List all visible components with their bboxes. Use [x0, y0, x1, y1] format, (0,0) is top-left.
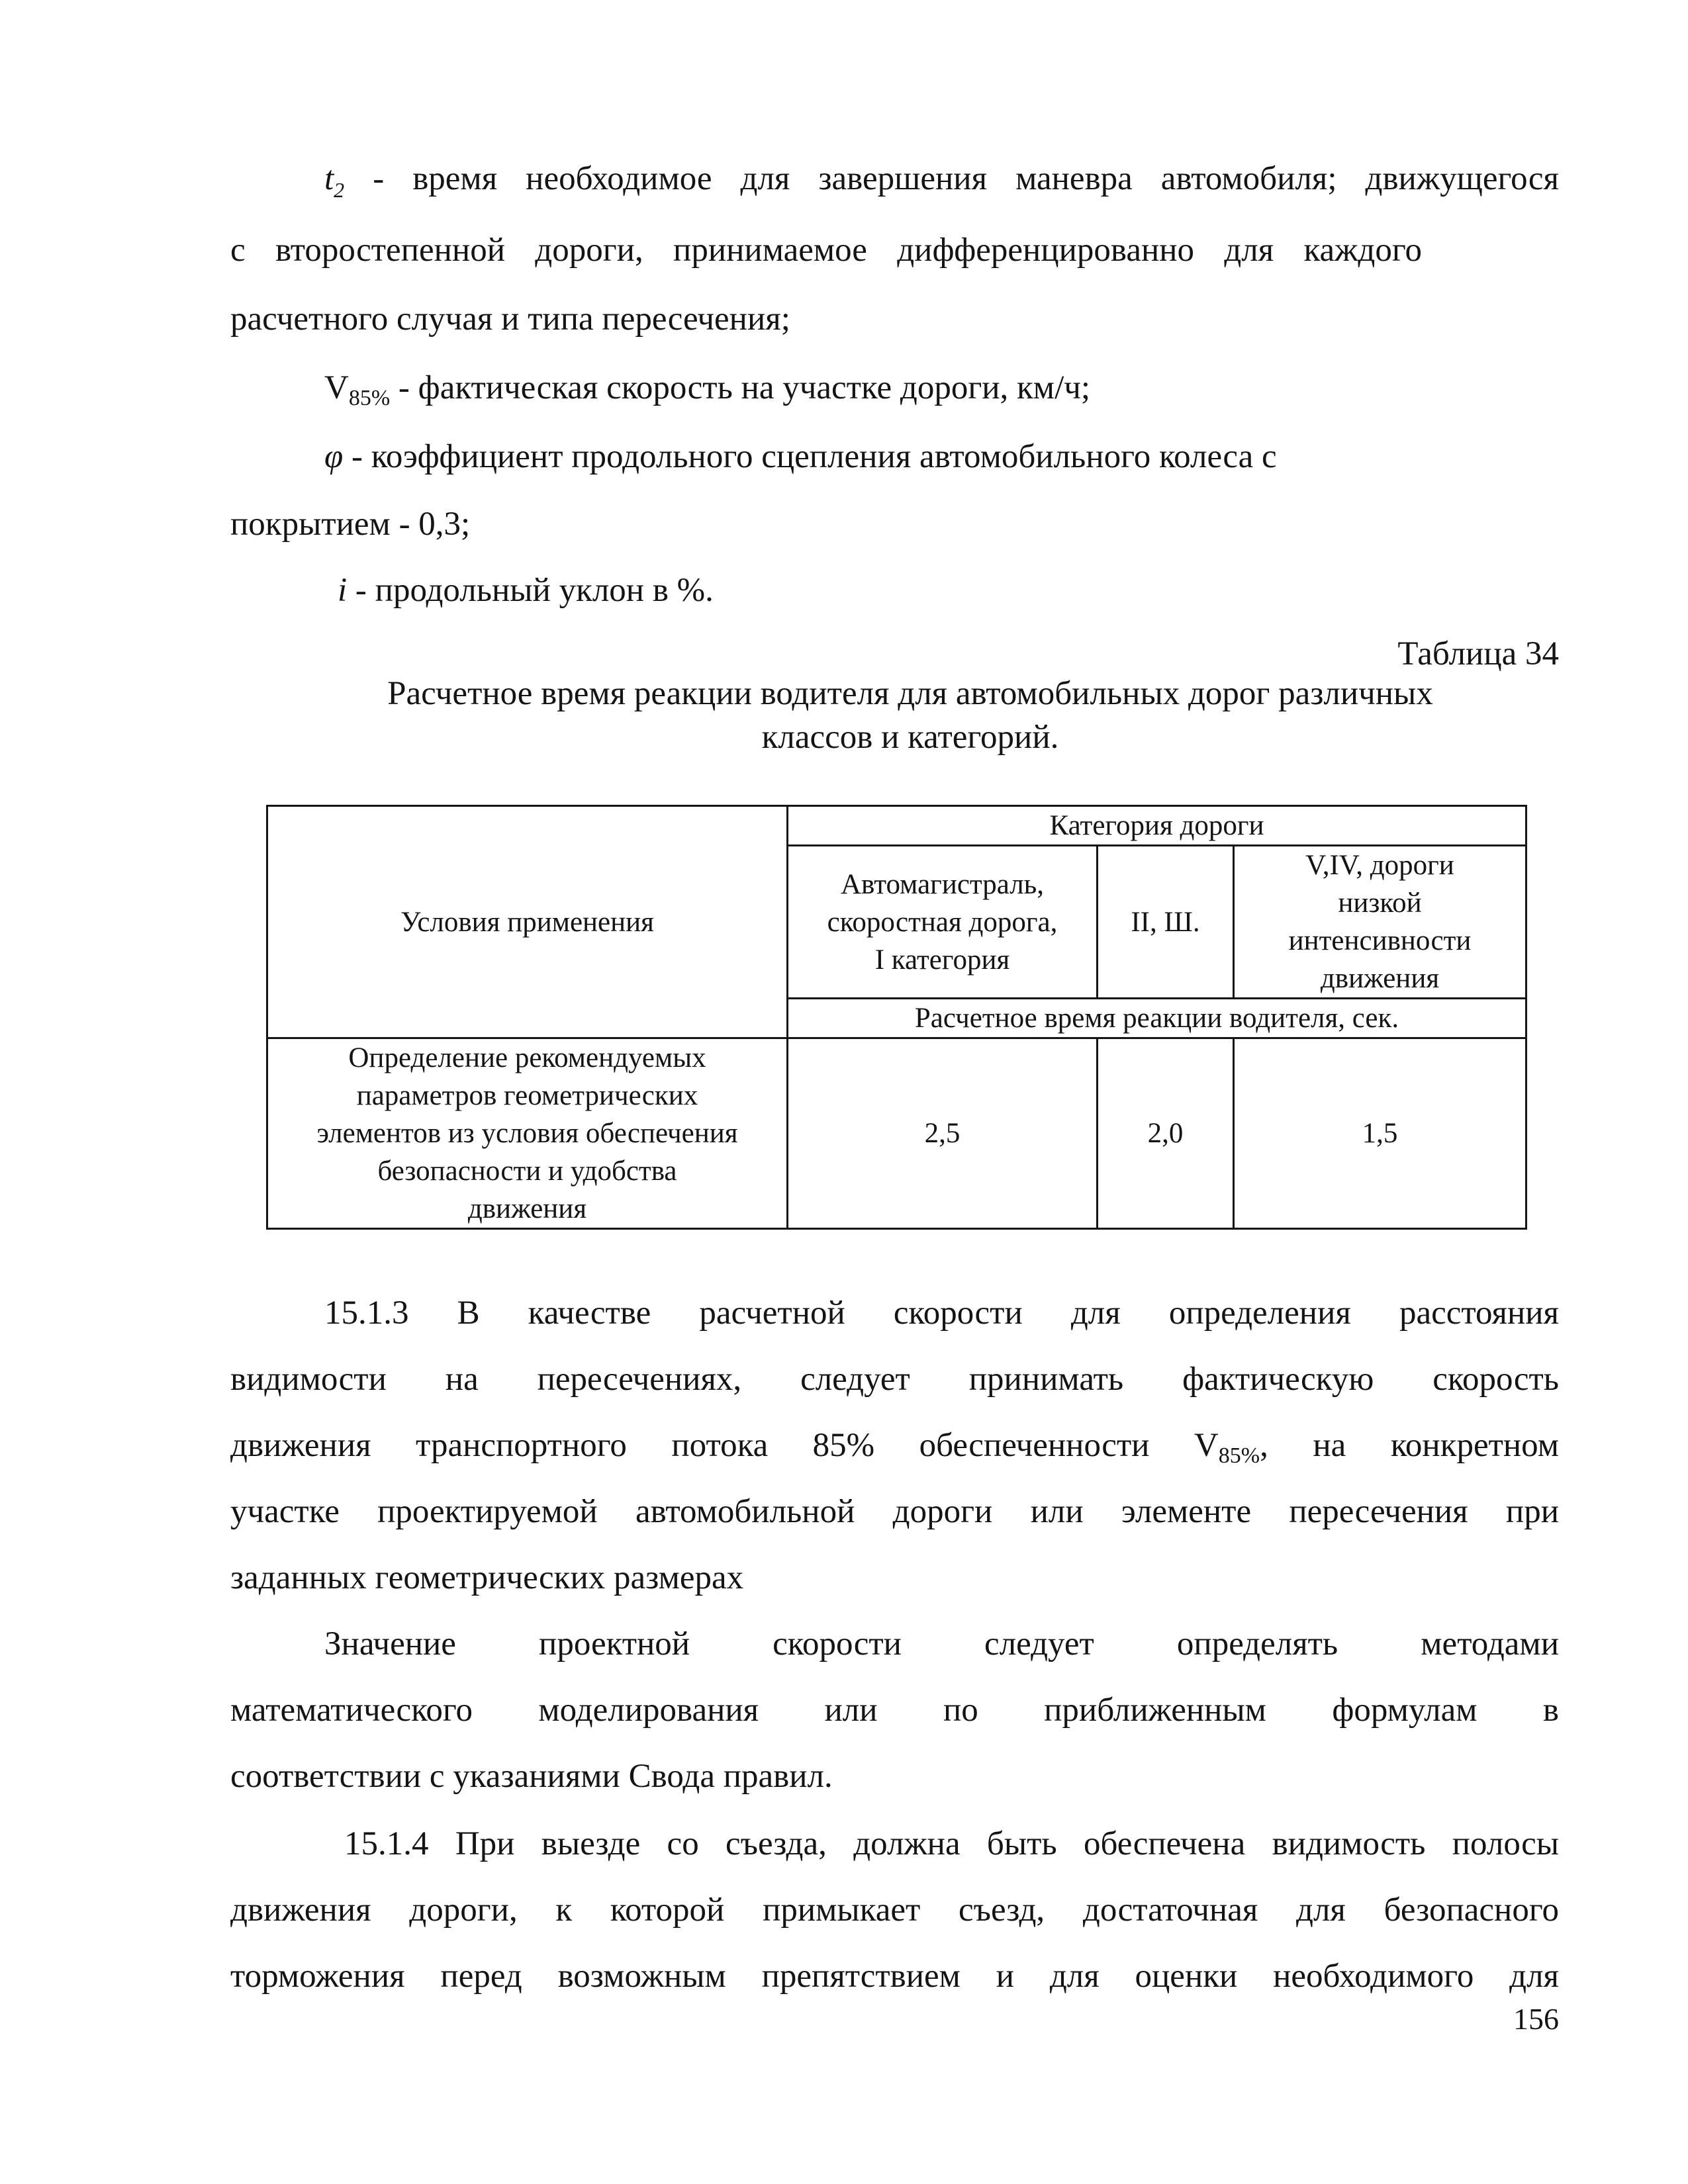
value-motorway: 2,5 [788, 1038, 1098, 1229]
section-1513-line5: заданных геометрических размерах [230, 1559, 744, 1596]
definition-phi-line1 [324, 437, 1277, 477]
value-ii-iii: 2,0 [1098, 1038, 1234, 1229]
page-number: 156 [1513, 2002, 1559, 2036]
v-symbol: V [324, 369, 349, 406]
section-1514-line2: движения дороги, к которой примыкает съезд, достаточная для безопасного [230, 1891, 1559, 1929]
header-conditions: Условия применения [267, 806, 788, 1038]
definition-v85 [324, 368, 1090, 418]
section-1513-line1: 15.1.3 В качестве расчетной скорости для определения расстояния [324, 1295, 1559, 1332]
section-1513-line4: участке проектируемой автомобильной дороги или элементе пересечения при [230, 1493, 1559, 1530]
condition-line4: безопасности и удобства [377, 1156, 677, 1187]
section-1513-line3 [230, 1426, 1559, 1476]
i-text: - продольный уклон в %. [347, 572, 714, 609]
condition-line3: элементов из условия обеспечения [316, 1118, 738, 1149]
reaction-time-table [266, 805, 1527, 1230]
definition-t2-line3: расчетного случая и типа пересечения; [230, 300, 790, 338]
v-subscript: 85% [348, 386, 391, 410]
header-col-motorway [788, 846, 1098, 999]
section-1513-line2: видимости на пересечениях, следует принимать фактическую скорость [230, 1361, 1559, 1398]
col1-line1: Автомагистраль, [840, 868, 1045, 900]
phi-text-line1: - коэффициент продольного сцепления автомобильного колеса с [343, 438, 1277, 475]
section-1513-line3-b: , на конкретном [1260, 1427, 1559, 1464]
paragraph-value-line2: математического моделирования или по приближенным формулам в [230, 1692, 1559, 1729]
t2-symbol: t [324, 160, 334, 197]
header-reaction-time: Расчетное время реакции водителя, сек. [788, 999, 1526, 1038]
col3-line4: движения [1320, 963, 1440, 994]
col3-line2: низкой [1338, 887, 1422, 919]
condition-line1: Определение рекомендуемых [348, 1042, 706, 1073]
col3-line3: интенсивности [1288, 925, 1472, 956]
col1-line3: I категория [874, 944, 1010, 976]
paragraph-value-line1: Значение проектной скорости следует определять методами [324, 1625, 1559, 1662]
phi-symbol: φ [324, 438, 344, 475]
col3-line1: V,IV, дороги [1305, 850, 1454, 881]
section-1513-line3-a: движения транспортного потока 85% обеспеченности V [230, 1427, 1219, 1464]
section-1514-line1: 15.1.4 При выезде со съезда, должна быть обеспечена видимость полосы [344, 1825, 1559, 1862]
definition-i [338, 570, 714, 610]
header-col-ii-iii: II, Ш. [1098, 846, 1234, 999]
header-category: Категория дороги [788, 806, 1526, 846]
paragraph-value-line3: соответствии с указаниями Свода правил. [230, 1758, 833, 1795]
definition-t2-line1 [324, 159, 1559, 210]
definition-phi-line2: покрытием - 0,3; [230, 506, 471, 543]
condition-line5: движения [467, 1193, 587, 1224]
t2-subscript: 2 [334, 178, 345, 202]
table-title-line2: классов и категорий. [761, 719, 1059, 756]
row-condition [267, 1038, 788, 1229]
t2-text-line1: - время необходимое для завершения маневра автомобиля; движущегося [344, 160, 1559, 197]
section-1514-line3: торможения перед возможным препятствием и для оценки необходимого для [230, 1958, 1559, 1995]
table-header-row-1 [267, 806, 1526, 846]
v-text: - фактическая скорость на участке дороги, км/ч; [390, 369, 1091, 406]
header-col-iv-v [1234, 846, 1526, 999]
table-label: Таблица 34 [1397, 635, 1559, 672]
table-title-line1: Расчетное время реакции водителя для автомобильных дорог различных [387, 675, 1433, 712]
condition-line2: параметров геометрических [356, 1080, 698, 1111]
i-symbol: i [338, 572, 348, 609]
col1-line2: скоростная дорога, [827, 906, 1058, 938]
value-iv-v: 1,5 [1234, 1038, 1526, 1229]
definition-t2-line2: с второстепенной дороги, принимаемое дифференцированно для каждого [230, 232, 1422, 269]
section-1513-v-subscript: 85% [1218, 1443, 1260, 1468]
table-row [267, 1038, 1526, 1229]
